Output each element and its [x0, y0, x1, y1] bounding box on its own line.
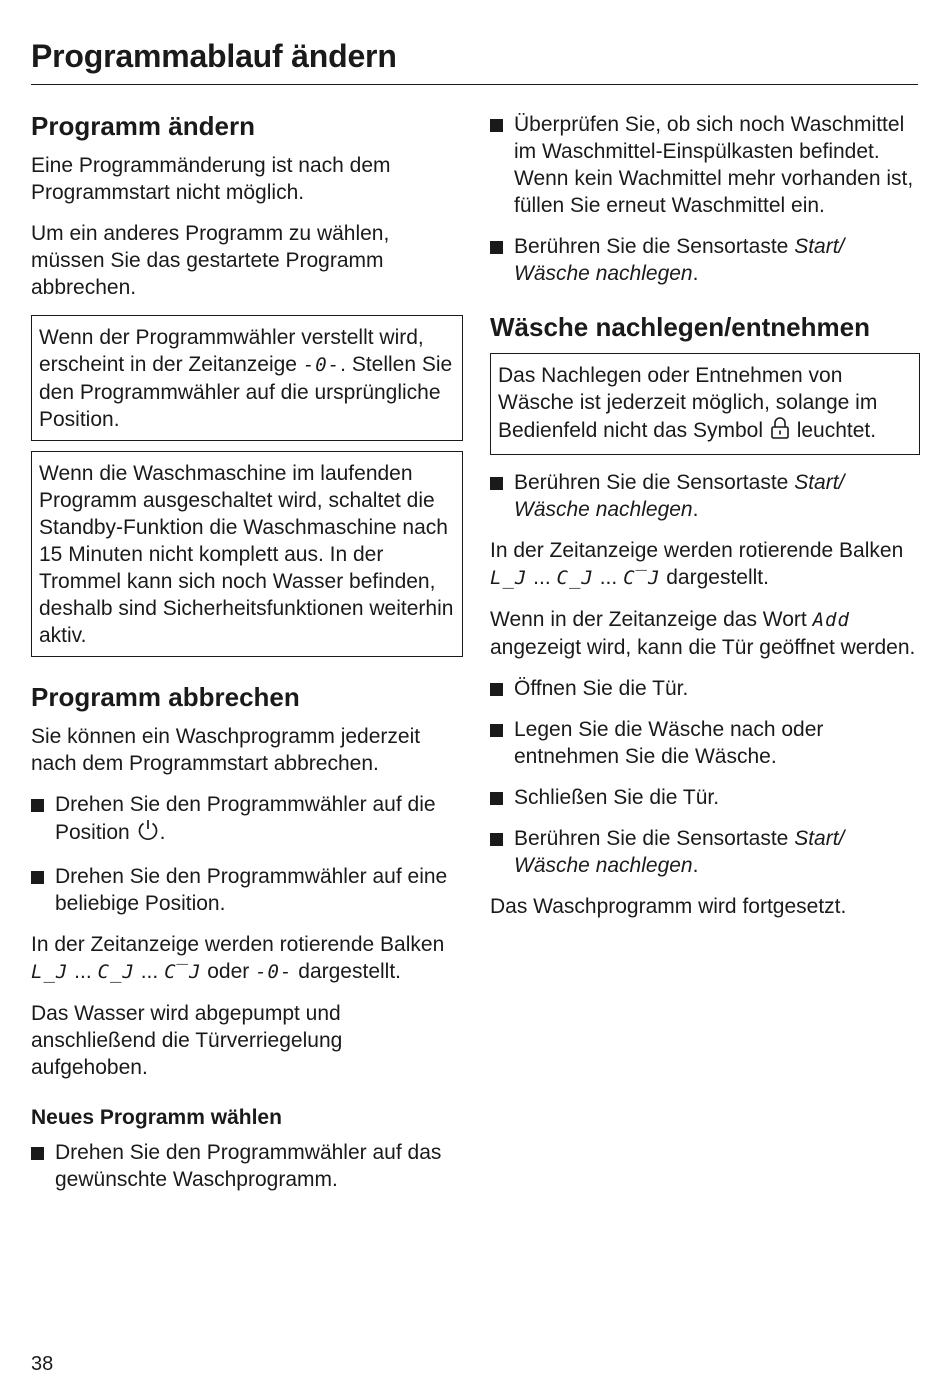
section-heading-programm-aendern: Programm ändern: [31, 111, 255, 141]
bullet-square-icon: [490, 683, 503, 696]
bullet-square-icon: [490, 241, 503, 254]
bullet-square-icon: [31, 1147, 44, 1160]
bullet-text: Legen Sie die Wäsche nach oder entnehmen Sie die Wäsche.: [514, 718, 824, 768]
paragraph: Das Waschprogramm wird fortgesetzt.: [490, 895, 847, 918]
bullet-text: Überprüfen Sie, ob sich noch Waschmittel im Waschmittel-Einspülkasten befindet. Wenn kein Wachmittel mehr vorhanden ist, füllen Sie erneut Waschmittel ein.: [514, 113, 914, 217]
list-item: [31, 863, 463, 917]
note-box: [31, 315, 463, 441]
note-box: [490, 353, 920, 455]
bullet-text: Berühren Sie die Sensortaste: [514, 471, 789, 494]
display-segment: -0-: [255, 961, 293, 983]
paragraph: Wenn in der Zeitanzeige das Wort Add angezeigt wird, kann die Tür geöffnet werden.: [490, 608, 916, 659]
list-item: [490, 784, 920, 811]
page-number: 38: [31, 1353, 54, 1375]
list-item: [31, 791, 463, 849]
paragraph: Das Wasser wird abgepumpt und anschließend die Türverriegelung aufgehoben.: [31, 1002, 343, 1079]
bullet-text: .: [159, 821, 166, 844]
list-item: [490, 716, 920, 770]
page-title: Programmablauf ändern: [31, 38, 397, 74]
list-item: Berühren Sie die Sensortaste Start/ Wäsche nachlegen.: [490, 825, 920, 879]
bullet-square-icon: [490, 724, 503, 737]
bullet-text: Öffnen Sie die Tür.: [514, 677, 689, 700]
display-segment: L_J: [490, 567, 528, 589]
bullet-square-icon: [31, 799, 44, 812]
right-column: [490, 108, 920, 934]
bullet-text: Schließen Sie die Tür.: [514, 786, 720, 809]
subheading-neues-programm: Neues Programm wählen: [31, 1106, 282, 1129]
list-item: [490, 111, 920, 219]
paragraph: Um ein anderes Programm zu wählen, müssen Sie das gestartete Programm abbrechen.: [31, 222, 390, 299]
display-segment: Add: [812, 609, 850, 631]
sensor-key-label: Start/ Wäsche nachlegen: [514, 827, 845, 877]
left-column: [31, 108, 463, 1207]
power-icon: [136, 818, 160, 849]
bullet-square-icon: [490, 119, 503, 132]
paragraph: In der Zeitanzeige werden rotierende Balken L_J ... C_J ... C‾J dargestellt.: [490, 539, 904, 589]
section-heading-waesche-nachlegen: Wäsche nachlegen/entnehmen: [490, 312, 870, 342]
display-segment: L_J: [31, 961, 69, 983]
note-text: leuchtet.: [796, 419, 877, 442]
note-text: Das Nachlegen oder Entnehmen von Wäsche ist jederzeit möglich, solange im Bedienfeld nicht das Symbol: [498, 364, 878, 442]
bullet-text: Drehen Sie den Programmwähler auf die Position: [55, 793, 436, 844]
display-segment: C‾J: [623, 567, 661, 589]
bullet-square-icon: [490, 792, 503, 805]
list-item: Berühren Sie die Sensortaste Start/ Wäsche nachlegen.: [490, 233, 920, 287]
note-box: Wenn die Waschmaschine im laufenden Programm ausgeschaltet wird, schaltet die Standby-Funktion die Waschmaschine nach 15 Minuten nicht komplett aus. In der Trommel kann sich noch Wasser befinden, deshalb sind Sicherheitsfunktionen weiterhin aktiv.: [31, 451, 463, 657]
paragraph: Sie können ein Waschprogramm jederzeit nach dem Programmstart abbrechen.: [31, 725, 421, 775]
lock-icon: [769, 416, 791, 447]
list-item: [31, 1139, 463, 1193]
display-segment: -0-: [302, 354, 341, 376]
paragraph: Eine Programmänderung ist nach dem Programmstart nicht möglich.: [31, 154, 391, 204]
bullet-text: Drehen Sie den Programmwähler auf das gewünschte Waschprogramm.: [55, 1141, 442, 1191]
display-segment: C_J: [556, 567, 594, 589]
bullet-text: Berühren Sie die Sensortaste: [514, 827, 789, 850]
bullet-text: Berühren Sie die Sensortaste: [514, 235, 789, 258]
section-heading-programm-abbrechen: Programm abbrechen: [31, 682, 300, 712]
sensor-key-label: Start/ Wäsche nachlegen: [514, 235, 845, 285]
title-divider: [31, 84, 918, 85]
sensor-key-label: Start/ Wäsche nachlegen: [514, 471, 845, 521]
bullet-square-icon: [490, 833, 503, 846]
list-item: [490, 675, 920, 702]
paragraph: In der Zeitanzeige werden rotierende Balken L_J ... C_J ... C‾J oder -0- dargestellt.: [31, 933, 445, 983]
bullet-text: Drehen Sie den Programmwähler auf eine beliebige Position.: [55, 865, 448, 915]
display-segment: C_J: [97, 961, 135, 983]
list-item: Berühren Sie die Sensortaste Start/ Wäsche nachlegen.: [490, 469, 920, 523]
display-segment: C‾J: [164, 961, 202, 983]
bullet-square-icon: [490, 477, 503, 490]
note-text: . Stellen Sie den Programmwähler auf die ursprüngliche Position.: [39, 353, 453, 431]
bullet-square-icon: [31, 871, 44, 884]
note-text: Wenn der Programmwähler verstellt wird, erscheint in der Zeitanzeige: [39, 326, 424, 376]
